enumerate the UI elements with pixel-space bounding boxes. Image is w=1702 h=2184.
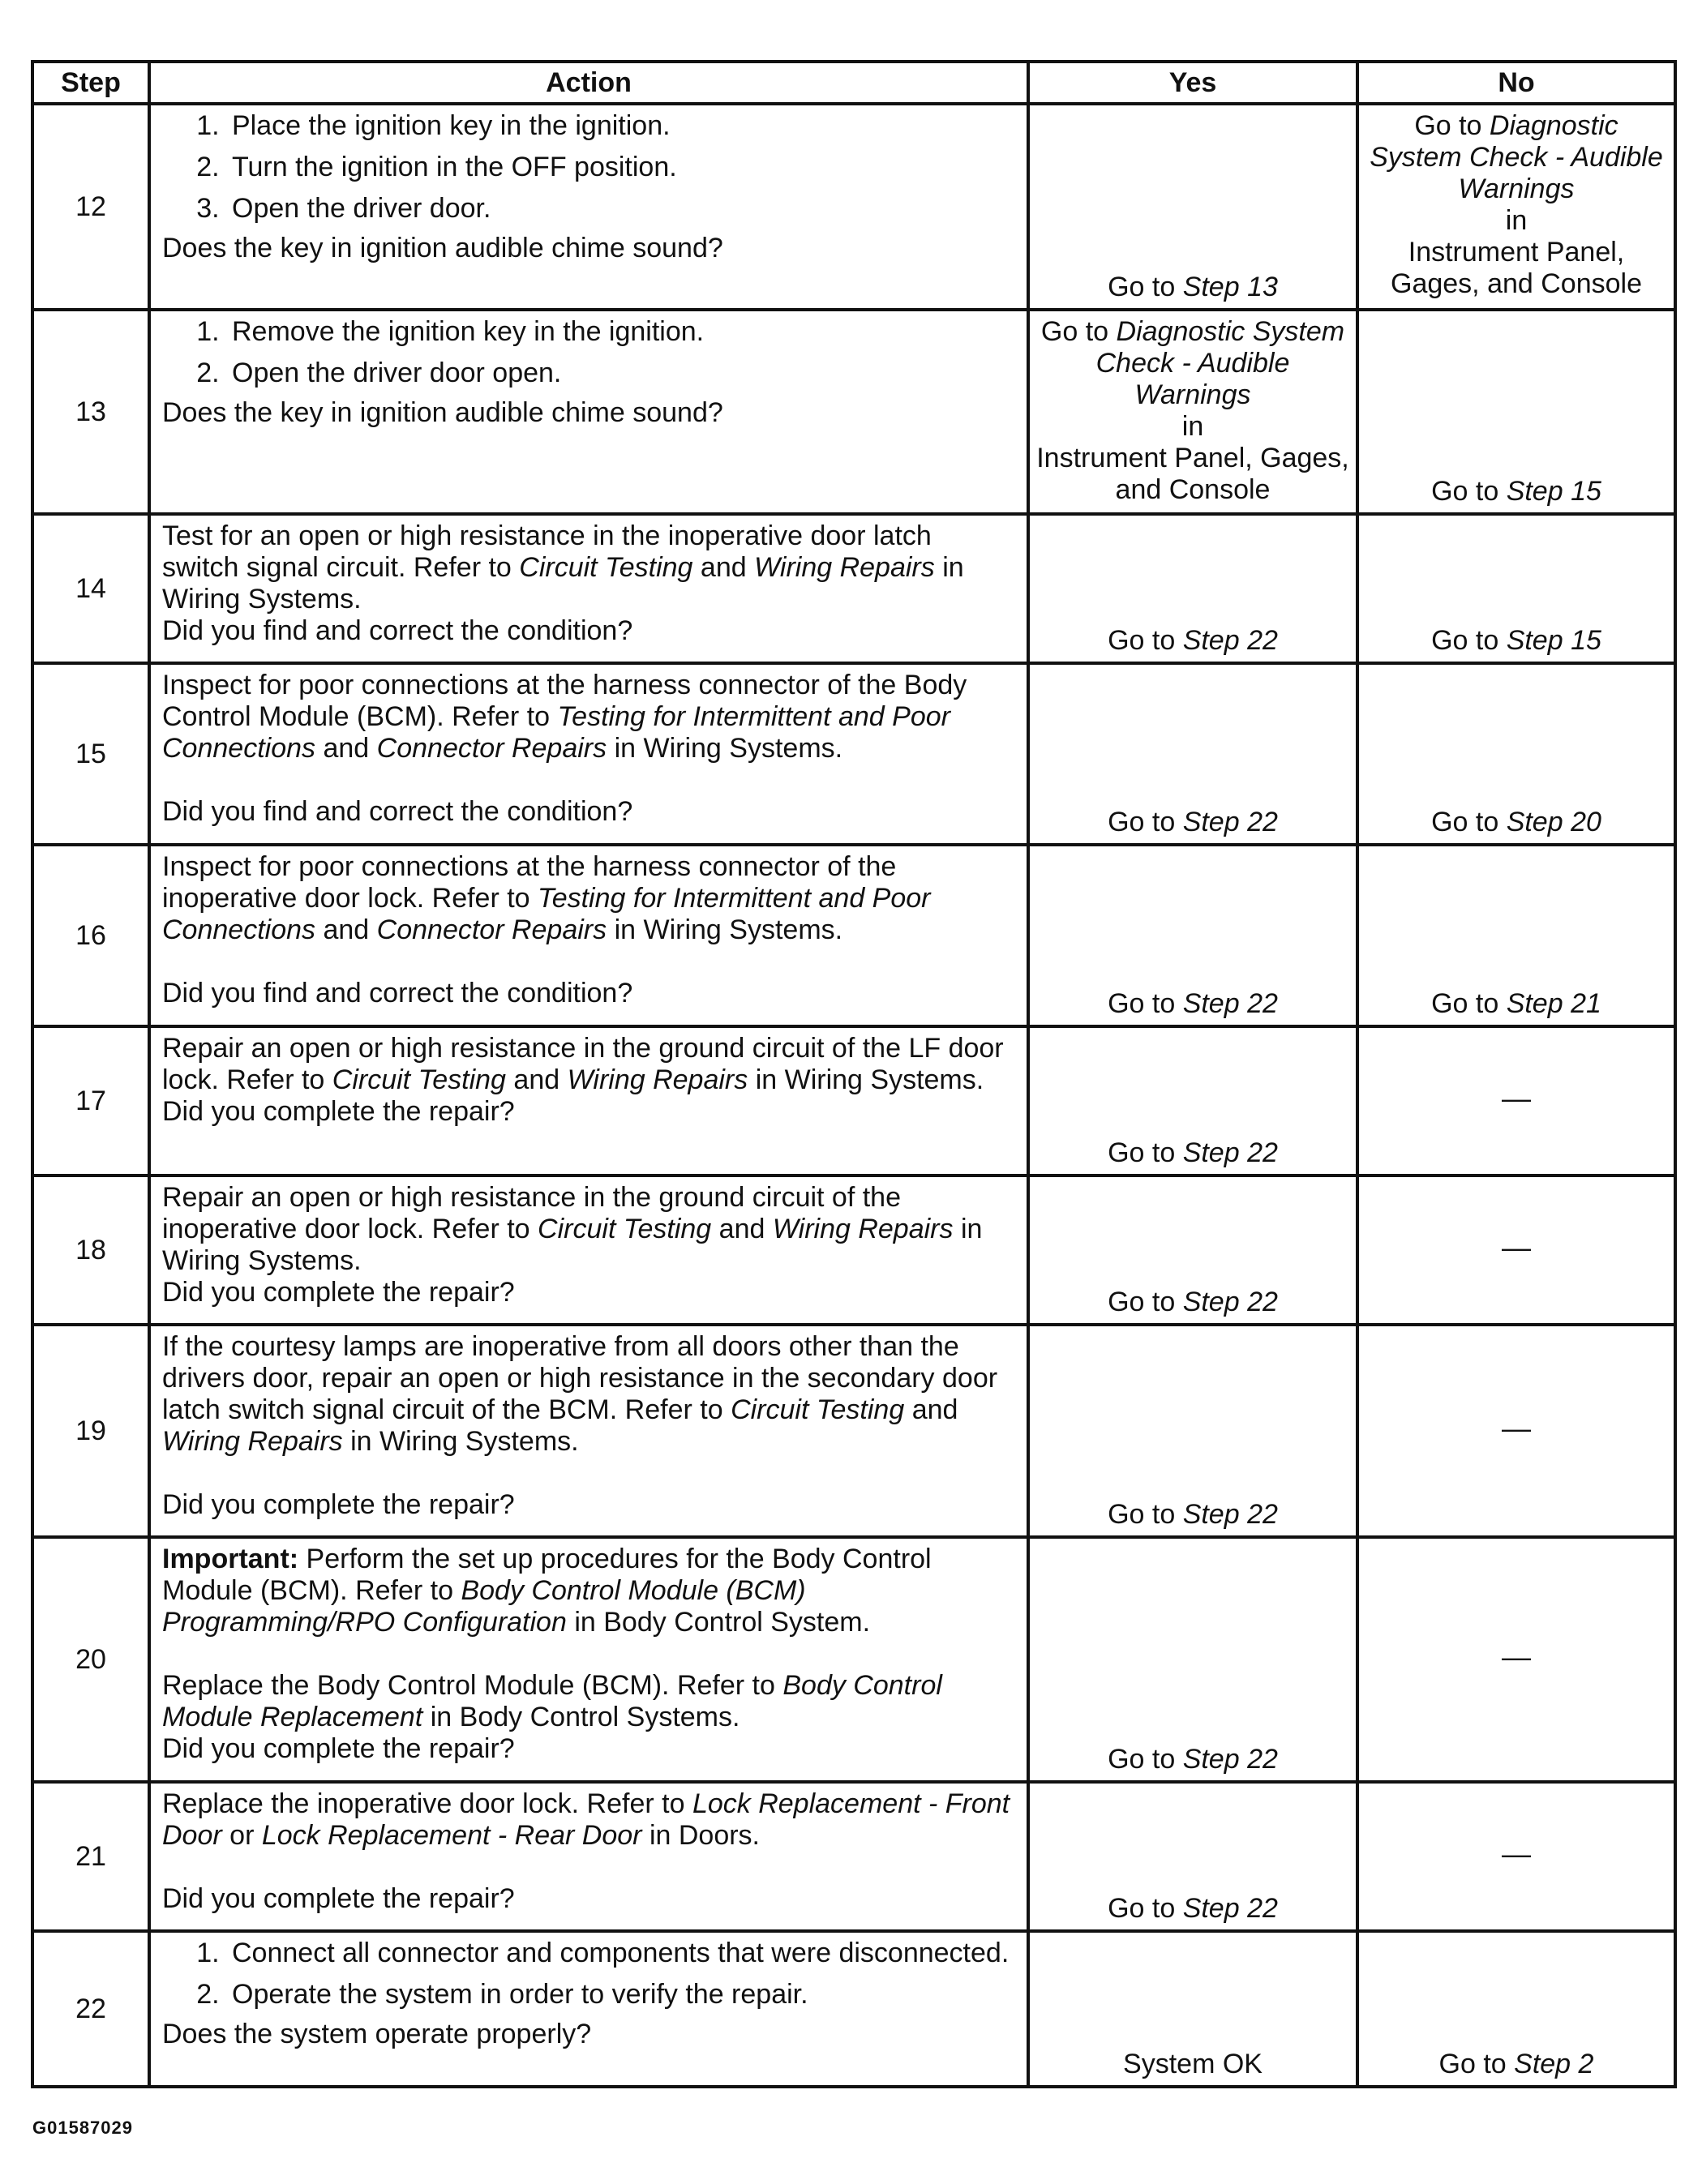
step-link[interactable]: Step 22 [1182,1744,1278,1775]
yes-cell [1028,1325,1357,1537]
action-body: Repair an open or high resistance in the ground circuit of the inoperative door lock. [162,1182,901,1244]
table-row [32,1537,1675,1782]
ref-tail: in Body Control System. [574,1607,871,1638]
step-number: 14 [32,514,149,663]
header-no: No [1357,62,1675,104]
testing-intermittent-link[interactable]: Testing for Intermittent and Poor Connections [162,701,950,764]
ref-tail: in Wiring Systems. [755,1064,984,1095]
go-to-text: Go to [1108,1287,1183,1317]
and-text: and [323,914,370,945]
connector-repairs-link[interactable]: Connector Repairs [376,914,607,945]
spacer [162,764,1015,796]
ref-tail: in Wiring Systems. [614,914,843,945]
yes-cell [1028,1931,1357,2087]
figure-id: G01587029 [32,2118,133,2138]
action-list [162,1938,1015,2011]
action-text [162,851,1015,946]
refer-text: Refer to [355,1575,454,1606]
header-action: Action [149,62,1028,104]
action-text [162,670,1015,764]
action-body: Replace the inoperative door lock. [162,1788,580,1819]
step-link[interactable]: Step 13 [1182,272,1278,302]
action-text [162,1788,1015,1852]
go-to-text: Go to [1431,807,1507,837]
ref-tail: in Wiring Systems. [162,1214,983,1276]
wiring-repairs-link[interactable]: Wiring Repairs [162,1426,343,1457]
list-item: 3. Open the driver door. [227,193,1015,225]
spacer [162,946,1015,978]
go-to-text: Go to [1108,988,1183,1019]
yes-cell [1028,1537,1357,1782]
yes-cell [1028,1176,1357,1325]
table-row [32,104,1675,310]
dash: — [1502,1081,1531,1115]
step-number: 13 [32,310,149,514]
diagnostic-link[interactable]: Diagnostic System Check - Audible Warnings [1370,110,1663,204]
yes-cell [1028,845,1357,1026]
refer-text: Refer to [452,701,551,732]
go-to-text: Go to [1108,1744,1183,1775]
header-step: Step [32,62,149,104]
table-header-row [32,62,1675,104]
list-item: 2. Open the driver door open. [227,358,1015,389]
step-link[interactable]: Step 22 [1182,1893,1278,1924]
spacer [162,1852,1015,1883]
step-number: 12 [32,104,149,310]
action-cell [149,1537,1028,1782]
dash: — [1502,1411,1531,1445]
action-cell [149,1176,1028,1325]
bcm-replacement-link[interactable]: Body Control Module Replacement [162,1670,942,1732]
yes-cell [1028,104,1357,310]
question: Does the key in ignition audible chime sound? [162,397,723,428]
step-number: 20 [32,1537,149,1782]
yes-cell [1028,1782,1357,1931]
diagnostic-table [31,60,1677,2088]
step-link[interactable]: Step 22 [1182,1287,1278,1317]
action-cell [149,1782,1028,1931]
step-link[interactable]: Step 22 [1182,1499,1278,1530]
table-row [32,1325,1675,1537]
table-row [32,1026,1675,1176]
rear-door-lock-link[interactable]: Lock Replacement - Rear Door [261,1820,642,1851]
list-item: 1. Connect all connector and components that were disconnected. [227,1938,1015,1969]
yes-cell [1028,310,1357,514]
yes-cell [1028,514,1357,663]
yes-cell [1028,663,1357,845]
action-cell [149,1325,1028,1537]
location-text: Instrument Panel, Gages, and Console [1036,443,1349,505]
in-text: in [1181,411,1204,442]
question: Did you find and correct the condition? [162,615,633,646]
no-cell [1357,310,1675,514]
refer-text: Refer to [624,1394,723,1425]
header-yes: Yes [1028,62,1357,104]
step-number: 21 [32,1782,149,1931]
step-link[interactable]: Step 22 [1182,625,1278,656]
action-list [162,316,1015,389]
action-cell [149,663,1028,845]
and-text: and [718,1214,765,1244]
and-text: and [323,733,370,764]
action-text [162,1670,1015,1733]
go-to-text: Go to [1431,988,1507,1019]
list-item: 1. Place the ignition key in the ignition. [227,110,1015,142]
system-ok-text: System OK [1123,2049,1263,2079]
no-cell [1357,1931,1675,2087]
in-text: in [1505,205,1528,236]
action-text [162,1182,1015,1277]
step-link[interactable]: Step 20 [1506,807,1601,837]
question: Did you find and correct the condition? [162,978,633,1008]
question: Does the system operate properly? [162,2019,592,2049]
or-text: or [229,1820,255,1851]
wiring-repairs-link[interactable]: Wiring Repairs [772,1214,954,1244]
step-number: 15 [32,663,149,845]
question: Did you complete the repair? [162,1489,515,1520]
dash: — [1502,1639,1531,1673]
refer-text: Refer to [431,1214,530,1244]
go-to-text: Go to [1040,316,1117,347]
important-note [162,1544,1015,1638]
action-text [162,520,1015,615]
go-to-text: Go to [1438,2049,1515,2079]
front-door-lock-link[interactable]: Lock Replacement - Front Door [162,1788,1010,1851]
action-text [162,1033,1015,1096]
question: Did you complete the repair? [162,1096,515,1127]
go-to-text: Go to [1108,1893,1183,1924]
action-cell [149,845,1028,1026]
step-link[interactable]: Step 15 [1506,476,1601,507]
table-row [32,1782,1675,1931]
action-body: Replace the Body Control Module (BCM). [162,1670,670,1701]
go-to-text: Go to [1108,1137,1183,1168]
yes-cell [1028,1026,1357,1176]
no-cell [1357,1026,1675,1176]
connector-repairs-link[interactable]: Connector Repairs [376,733,607,764]
table-row [32,845,1675,1026]
action-body: Test for an open or high resistance in the inoperative door latch switch signal circuit. [162,520,932,583]
important-text: Perform the set up procedures for the Body Control Module (BCM). [162,1544,932,1606]
dash: — [1502,1230,1531,1264]
and-text: and [911,1394,958,1425]
step-number: 18 [32,1176,149,1325]
action-body: Repair an open or high resistance in the ground circuit of the LF door lock. [162,1033,1004,1095]
table-row [32,514,1675,663]
step-link[interactable]: Step 21 [1506,988,1601,1019]
step-link[interactable]: Step 2 [1514,2049,1594,2079]
circuit-testing-link[interactable]: Circuit Testing [332,1064,506,1095]
question: Did you complete the repair? [162,1733,515,1764]
circuit-testing-link[interactable]: Circuit Testing [519,552,693,583]
no-cell [1357,663,1675,845]
go-to-text: Go to [1108,272,1183,302]
no-cell [1357,845,1675,1026]
ref-tail: in Wiring Systems. [162,552,964,615]
no-cell [1357,514,1675,663]
step-link[interactable]: Step 22 [1182,988,1278,1019]
step-number: 22 [32,1931,149,2087]
action-body: If the courtesy lamps are inoperative from all doors other than the drivers door, repair an open or high resistance in the secondary door latch switch signal circuit of the BCM. [162,1331,998,1425]
question: Did you complete the repair? [162,1277,515,1308]
step-link[interactable]: Step 15 [1506,625,1601,656]
wiring-repairs-link[interactable]: Wiring Repairs [567,1064,748,1095]
diagnostic-link[interactable]: Diagnostic System Check - Audible Warnings [1095,316,1345,410]
go-to-text: Go to [1414,110,1490,141]
no-cell [1357,1537,1675,1782]
go-to-text: Go to [1431,476,1507,507]
location-text: Instrument Panel, Gages, and Console [1391,237,1642,299]
circuit-testing-link[interactable]: Circuit Testing [538,1214,712,1244]
bcm-programming-link[interactable]: Body Control Module (BCM) Programming/RPO Configuration [162,1575,806,1638]
table-row [32,663,1675,845]
ref-tail: in Doors. [649,1820,761,1851]
dash: — [1502,1836,1531,1870]
refer-text: Refer to [413,552,512,583]
no-cell [1357,1782,1675,1931]
action-body: Inspect for poor connections at the harness connector of the inoperative door lock. [162,851,897,914]
list-item: 2. Turn the ignition in the OFF position. [227,152,1015,183]
and-text: and [513,1064,560,1095]
step-number: 17 [32,1026,149,1176]
action-list [162,110,1015,225]
table-row [32,1176,1675,1325]
go-to-text: Go to [1108,807,1183,837]
refer-text: Refer to [586,1788,685,1819]
action-text [162,1331,1015,1458]
refer-text: Refer to [676,1670,775,1701]
question: Did you complete the repair? [162,1883,515,1914]
action-cell [149,1026,1028,1176]
no-cell [1357,1325,1675,1537]
ref-tail: in Wiring Systems. [614,733,843,764]
step-link[interactable]: Step 22 [1182,807,1278,837]
no-cell [1357,1176,1675,1325]
no-cell [1357,104,1675,310]
question: Did you find and correct the condition? [162,796,633,827]
action-cell [149,104,1028,310]
table-row [32,310,1675,514]
refer-text: Refer to [431,883,530,914]
ref-tail: in Wiring Systems. [350,1426,579,1457]
action-cell [149,310,1028,514]
important-label: Important: [162,1544,299,1574]
and-text: and [700,552,747,583]
spacer [162,1638,1015,1670]
go-to-text: Go to [1108,1499,1183,1530]
action-cell [149,514,1028,663]
action-body: Inspect for poor connections at the harness connector of the Body Control Module (BCM). [162,670,967,732]
table-row [32,1931,1675,2087]
wiring-repairs-link[interactable]: Wiring Repairs [754,552,935,583]
list-item: 1. Remove the ignition key in the ignition. [227,316,1015,348]
circuit-testing-link[interactable]: Circuit Testing [731,1394,905,1425]
step-link[interactable]: Step 22 [1182,1137,1278,1168]
go-to-text: Go to [1431,625,1507,656]
ref-tail: in Body Control Systems. [430,1702,740,1732]
spacer [162,1458,1015,1489]
go-to-text: Go to [1108,625,1183,656]
testing-intermittent-link[interactable]: Testing for Intermittent and Poor Connections [162,883,931,945]
refer-text: Refer to [226,1064,325,1095]
action-cell [149,1931,1028,2087]
question: Does the key in ignition audible chime sound? [162,233,723,263]
step-number: 16 [32,845,149,1026]
list-item: 2. Operate the system in order to verify the repair. [227,1979,1015,2011]
step-number: 19 [32,1325,149,1537]
